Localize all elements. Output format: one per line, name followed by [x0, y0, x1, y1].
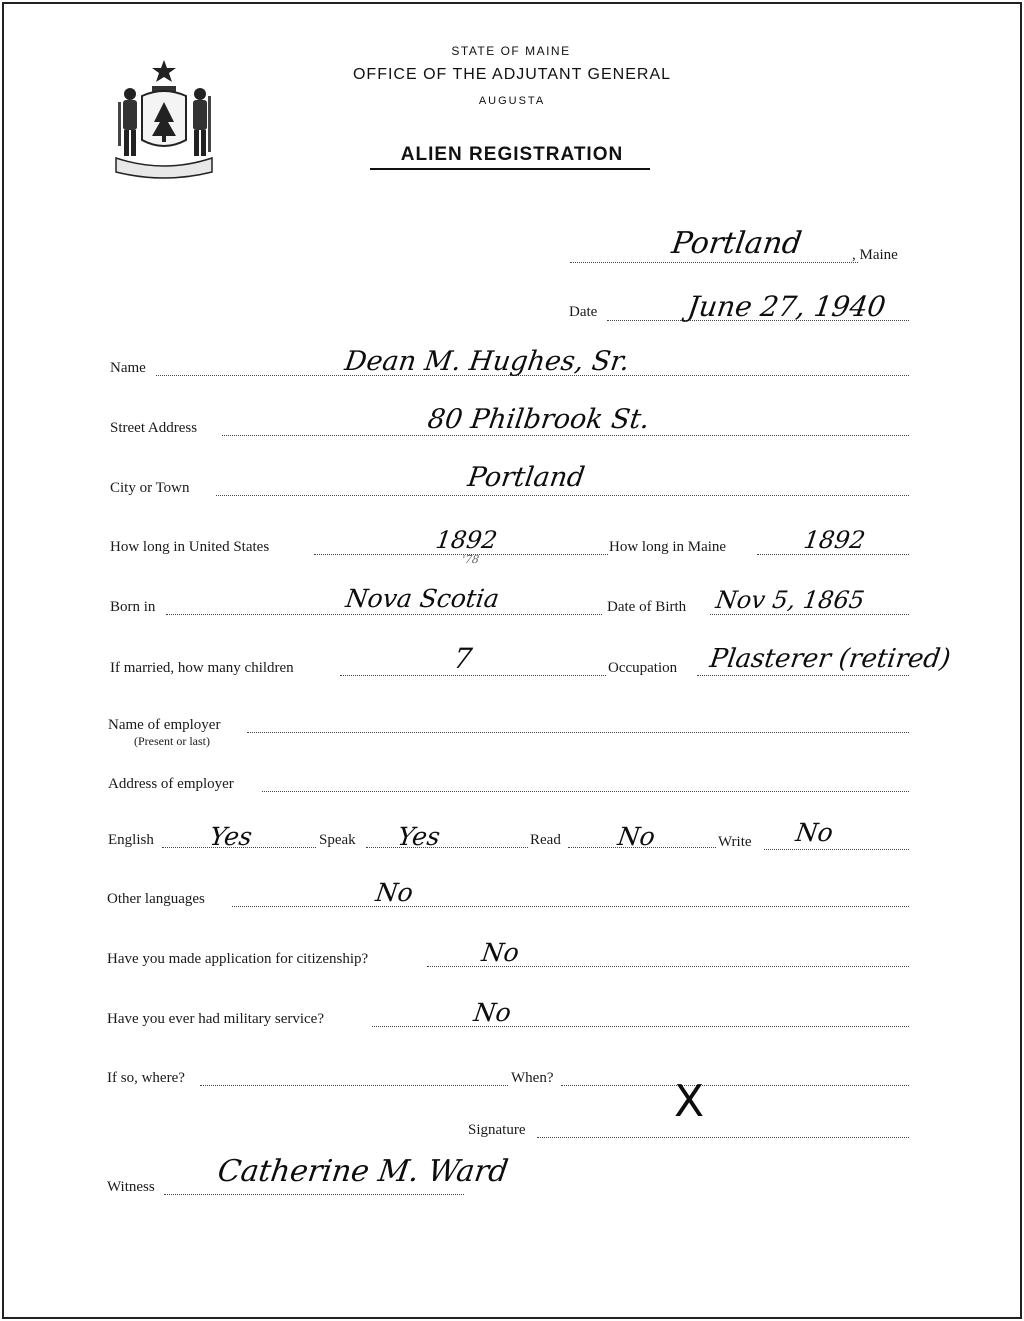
street-address-value[interactable]: 80 Philbrook St.: [425, 404, 652, 435]
citizenship-label: Have you made application for citizenship?: [107, 951, 369, 967]
how-long-us-label: How long in United States: [110, 539, 270, 555]
name-label: Name: [110, 360, 146, 376]
speak-line: [366, 847, 528, 848]
office-heading: OFFICE OF THE ADJUTANT GENERAL: [352, 66, 672, 83]
employer-address-label: Address of employer: [108, 776, 234, 792]
date-of-birth-line: [710, 614, 909, 615]
read-value[interactable]: No: [615, 822, 657, 851]
where-label: If so, where?: [107, 1070, 185, 1086]
children-value[interactable]: 7: [451, 642, 475, 675]
witness-line: [164, 1194, 464, 1195]
how-long-us-value[interactable]: 1892: [434, 526, 500, 554]
date-of-birth-value[interactable]: Nov 5, 1865: [714, 586, 867, 614]
children-line: [340, 675, 606, 676]
employer-address-line[interactable]: [262, 791, 909, 792]
born-in-line: [166, 614, 602, 615]
write-value[interactable]: No: [793, 818, 835, 847]
street-address-label: Street Address: [110, 420, 198, 436]
date-label: Date: [569, 304, 598, 320]
how-long-maine-line: [757, 554, 909, 555]
employer-name-label: Name of employer: [108, 717, 221, 733]
date-of-birth-label: Date of Birth: [607, 599, 687, 615]
occupation-value[interactable]: Plasterer (retired): [707, 644, 953, 674]
city-heading: AUGUSTA: [478, 95, 546, 107]
place-suffix-label: , Maine: [852, 247, 898, 263]
date-value[interactable]: June 27, 1940: [685, 290, 888, 323]
other-languages-line: [232, 906, 909, 907]
employer-name-sublabel: (Present or last): [134, 734, 210, 748]
state-heading: STATE OF MAINE: [451, 44, 571, 58]
name-value[interactable]: Dean M. Hughes, Sr.: [342, 346, 632, 377]
signature-mark[interactable]: X: [674, 1076, 705, 1127]
witness-label: Witness: [107, 1179, 155, 1195]
how-long-maine-value[interactable]: 1892: [802, 526, 868, 554]
city-or-town-label: City or Town: [110, 480, 190, 496]
witness-value[interactable]: Catherine M. Ward: [215, 1154, 511, 1189]
how-long-maine-label: How long in Maine: [609, 539, 727, 555]
citizenship-value[interactable]: No: [479, 938, 521, 967]
how-long-us-line: [314, 554, 608, 555]
form-title: ALIEN REGISTRATION: [400, 144, 624, 165]
english-label: English: [108, 832, 154, 848]
when-line[interactable]: [561, 1085, 909, 1086]
how-long-us-note: '78: [461, 553, 480, 566]
children-label: If married, how many children: [110, 660, 294, 676]
when-label: When?: [511, 1070, 554, 1086]
street-address-line: [222, 435, 909, 436]
title-underline: [370, 168, 650, 170]
born-in-label: Born in: [110, 599, 156, 615]
english-value[interactable]: Yes: [207, 822, 255, 851]
military-line: [372, 1026, 909, 1027]
born-in-value[interactable]: Nova Scotia: [343, 584, 502, 613]
city-or-town-line: [216, 495, 909, 496]
signature-label: Signature: [468, 1122, 526, 1138]
other-languages-value[interactable]: No: [373, 878, 415, 907]
where-line[interactable]: [200, 1085, 508, 1086]
other-languages-label: Other languages: [107, 891, 205, 907]
city-or-town-value[interactable]: Portland: [465, 462, 587, 493]
speak-value[interactable]: Yes: [395, 822, 443, 851]
place-line: [570, 262, 858, 263]
occupation-label: Occupation: [608, 660, 678, 676]
speak-label: Speak: [319, 832, 356, 848]
read-label: Read: [530, 832, 561, 848]
write-label: Write: [718, 834, 752, 850]
write-line: [764, 849, 909, 850]
signature-line: [537, 1137, 909, 1138]
occupation-line: [697, 675, 909, 676]
military-value[interactable]: No: [471, 998, 513, 1027]
employer-name-line[interactable]: [247, 732, 909, 733]
military-label: Have you ever had military service?: [107, 1011, 324, 1027]
place-city-value[interactable]: Portland: [669, 226, 804, 261]
